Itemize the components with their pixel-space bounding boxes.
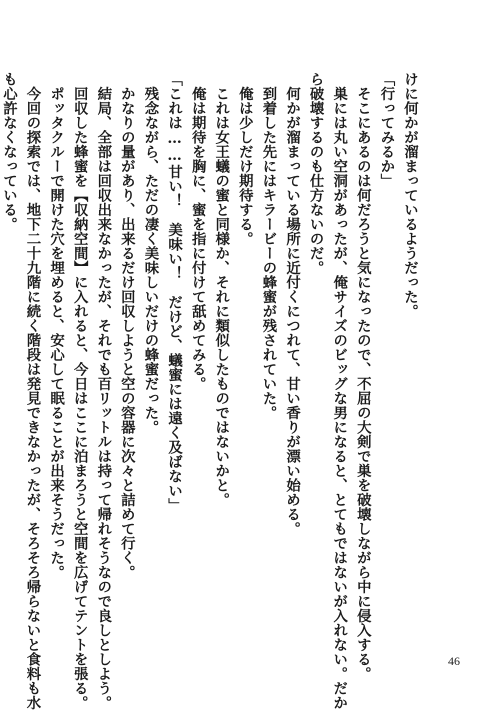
text-line: 俺は期待を胸に、蜜を指に付けて舐めてみる。 [189,72,207,391]
text-line: 「これは……甘い！ 美味い！ だけど、蟻蜜には遠く及ばない」 [166,72,184,513]
text-line: 残念ながら、ただの凄く美味しいだけの蜂蜜だった。 [142,72,160,435]
text-line: 結局、全部は回収出来なかったが、それでも百リットルは持って帰れそうなので良しとしよう。 [95,72,113,710]
text-line: 回収した蜂蜜を【収納空間】に入れると、今日はここに泊まろうと空間を広げてテントを張る。 [71,72,89,710]
text-line: かなりの量があり、出来るだけ回収しようと空の容器に次々と詰めて行く。 [118,72,136,580]
text-line: ら破壊するのも仕方ないのだ。 [307,72,325,275]
text-line: そこにあるのは何だろうと気になったので、不屈の大剣で巣を破壊しながら中に侵入する。 [354,72,372,681]
text-line: ポッタクルーで開けた穴を埋めると、安心して眠ることが出来そうだった。 [48,72,66,580]
text-line: 到着した先にはキラービーの蜂蜜が残されていた。 [260,72,278,420]
text-line: 今回の探索では、地下二十九階に続く階段は発見できなかったが、そろそろ帰らないと食料も水 [24,72,42,710]
text-line: も心許なくなっている。 [0,72,18,232]
text-line: 巣には丸い空洞があったが、俺サイズのビッグな男になると、とてもではないが入れない。だか [331,72,349,710]
text-line: これは女王蟻の蜜と同様か、それに類似したものではないかと。 [213,72,231,507]
text-line: 何かが溜まっている場所に近付くにつれて、甘い香りが漂い始める。 [284,72,302,536]
text-line: 「行ってみるか」 [378,72,396,188]
text-line: 俺は少しだけ期待する。 [236,72,254,246]
page-number: 46 [448,654,460,668]
text-line: けに何かが溜まっているようだった。 [402,72,419,319]
vertical-text-body [0,72,420,710]
